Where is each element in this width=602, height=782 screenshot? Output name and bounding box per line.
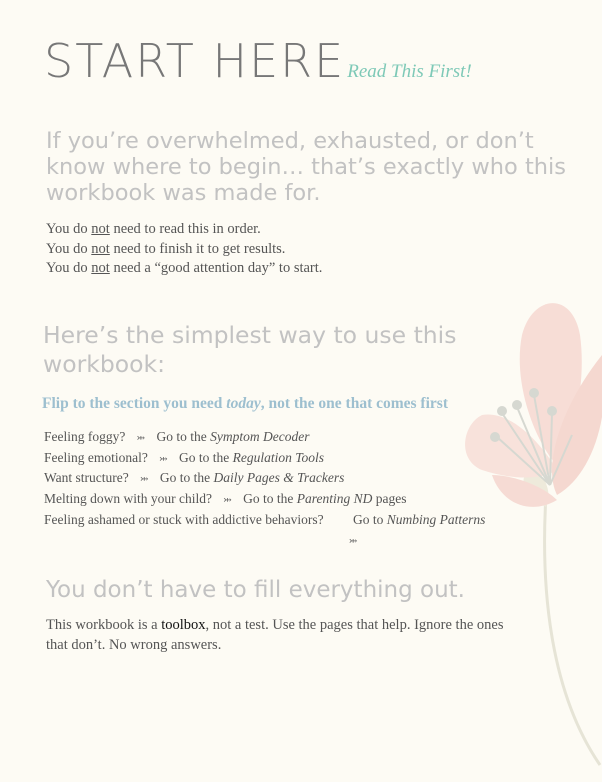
toolbox-heading: You don’t have to fill everything out. xyxy=(46,577,465,603)
row-target: Go to the Daily Pages & Trackers xyxy=(159,470,345,485)
intro-line: You do not need a “good attention day” to start. xyxy=(46,260,323,276)
row-prompt: Feeling ashamed or stuck with addictive behaviors? xyxy=(44,512,324,527)
row-target: Go to the Symptom Decoder xyxy=(156,429,310,444)
intro-list xyxy=(46,220,322,279)
not-emphasis: not xyxy=(91,240,110,257)
not-emphasis: not xyxy=(91,221,110,237)
guide-row xyxy=(44,491,407,507)
guide-row xyxy=(44,512,485,528)
arrow-icon: ⤔ xyxy=(136,433,146,444)
row-target: Go to the Regulation Tools xyxy=(179,450,325,465)
arrow-icon: ⤔ xyxy=(159,454,168,465)
row-prompt: Want structure? xyxy=(44,470,129,485)
guide-row-arrow xyxy=(349,532,357,548)
row-target: Go to Numbing Patterns xyxy=(353,512,486,527)
arrow-icon: ⤔ xyxy=(349,536,358,547)
title-main: START HERE xyxy=(44,34,346,88)
row-prompt: Feeling emotional? xyxy=(44,450,148,465)
guide-row xyxy=(44,450,324,466)
flip-instruction: Flip to the section you need today, not the one that comes first xyxy=(42,395,448,412)
guide-row xyxy=(44,429,309,445)
page-title xyxy=(44,34,472,88)
intro-line: You do not need to finish it to get results. xyxy=(46,240,286,257)
not-emphasis: not xyxy=(91,260,110,276)
row-prompt: Feeling foggy? xyxy=(44,429,126,444)
arrow-icon: ⤔ xyxy=(140,474,149,485)
intro-line: You do not need to read this in order. xyxy=(46,221,261,237)
flip-emphasis: today xyxy=(226,395,261,412)
title-subtitle: Read This First! xyxy=(347,61,472,82)
intro-heading: If you’re overwhelmed, exhausted, or don’t know where to begin… that’s exactly who this workbook was made for. xyxy=(46,128,566,206)
toolbox-text: This workbook is a toolbox, not a test. Use the pages that help. Ignore the ones that don’t. No wrong answers. xyxy=(46,617,504,653)
ways-heading: Here’s the simplest way to use this workbook: xyxy=(43,321,457,378)
toolbox-highlight: toolbox xyxy=(161,617,206,633)
row-target: Go to the Parenting ND pages xyxy=(243,491,407,506)
row-prompt: Melting down with your child? xyxy=(44,491,212,506)
arrow-icon: ⤔ xyxy=(223,495,232,506)
guide-row xyxy=(44,470,344,486)
